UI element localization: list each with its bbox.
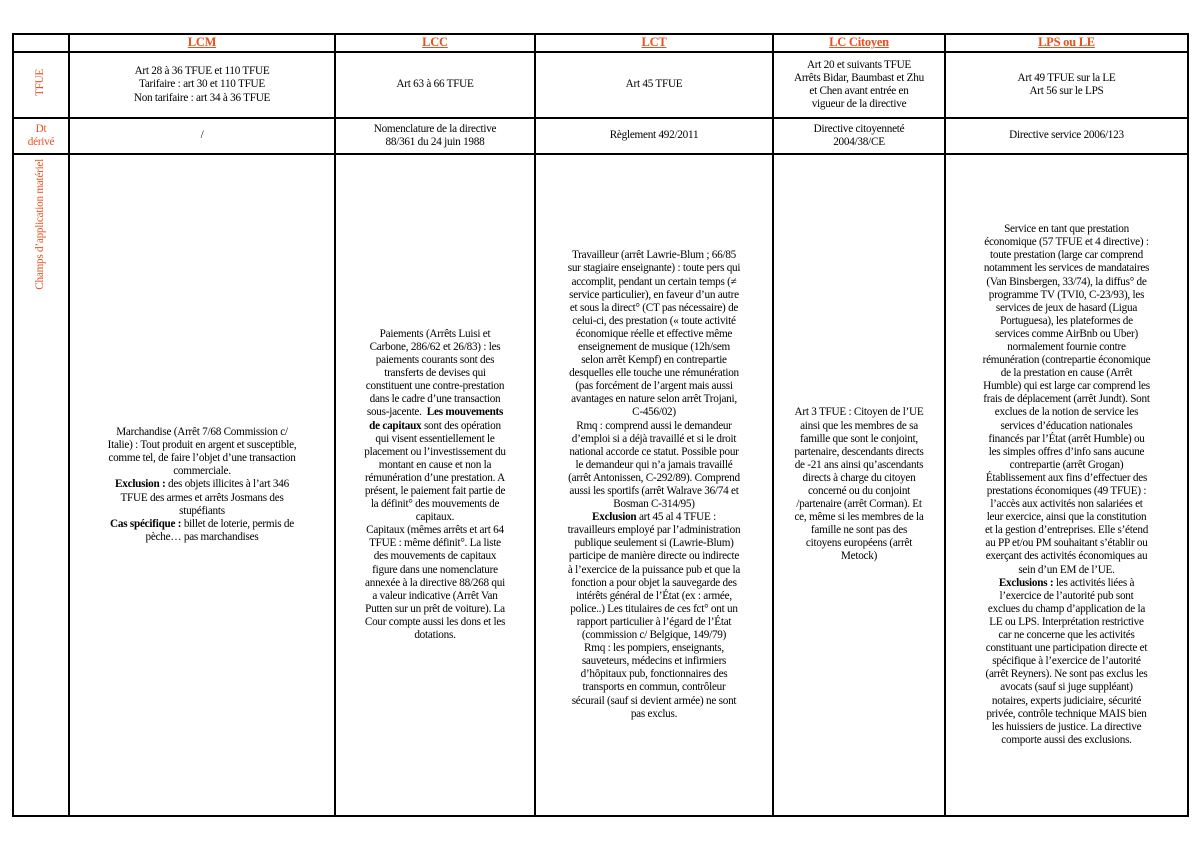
text-line: celui-ci, des prestation (« toute activité — [572, 314, 736, 327]
text-line: (arrêt Antonissen, C-292/89). Comprend — [568, 471, 740, 484]
text-line: pèche… pas marchandises — [145, 530, 259, 543]
text-line: contrepartie (arrêt Grogan) — [1009, 458, 1124, 471]
text-line: frais de déplacement (arrêt Jundt). Sont — [983, 393, 1150, 406]
text-line: Carbone, 286/62 et 26/83) : les — [369, 340, 501, 353]
text-line: directs à charge du citoyen — [802, 471, 916, 484]
text-line: normalement fournie contre — [1007, 340, 1126, 353]
text-line: Marchandise (Arrêt 7/68 Commission c/ — [116, 426, 288, 439]
text-line: dans le cadre d’une transaction — [369, 393, 501, 406]
text-line: qui visent essentiellement le — [375, 432, 495, 445]
text-line: Putten sur un prêt de voiture). La — [365, 602, 505, 615]
text-line: les huissiers de justice. La directive — [991, 720, 1142, 733]
text-line: Établissement aux fins d’effectuer des — [985, 471, 1148, 484]
cell-tfue-lcc — [335, 52, 535, 118]
text-line: concerné ou du conjoint — [807, 485, 911, 497]
text-line: d’emploi si a déjà travaillé et si le droit — [571, 432, 737, 445]
text-line: police..) Les titulaires de ces fct° ont un — [570, 602, 738, 615]
cell-champs-lcm: Marchandise (Arrêt 7/68 Commission c/ Italie) : Tout produit en argent et susceptible, comme tel, de faire l’objet d’une transaction commerciale. Exclusion : des objets illicites à l’art 346 TFUE des armes et arrêts Josmans des stupéfiants Cas spécifique : billet de loterie, permis de pèche… pas marchandises — [69, 154, 335, 816]
text-line: Directive citoyenneté — [813, 122, 905, 135]
text-line: ce, même si les membres de la — [794, 511, 924, 524]
cell-dt-lct: Règlement 492/2011 — [535, 118, 773, 154]
text-line: services d’éducation nationales — [1000, 419, 1133, 432]
text-line: capitaux. — [415, 511, 455, 524]
text-line: Portuguesa), les plateformes de — [1000, 314, 1133, 327]
text-line: Metock) — [840, 550, 878, 563]
text-line: Non tarifaire : art 34 à 36 TFUE — [133, 91, 271, 104]
text-line: Art 49 TFUE sur la LE — [1017, 71, 1116, 84]
text-line: famille que sont le conjoint, — [800, 432, 918, 445]
row-tfue — [13, 52, 1188, 118]
text-line: (pas forcément de l’argent mais aussi — [575, 380, 733, 393]
cell-tfue-lc-citoyen — [773, 52, 945, 118]
text-line: transferts de devises qui — [384, 367, 486, 380]
column-header-lcm: LCM — [69, 34, 335, 52]
text-line: montant en cause et non la — [378, 458, 492, 471]
corner-cell — [13, 34, 69, 52]
text-line: Arrêts Bidar, Baumbast et Zhu — [794, 71, 924, 84]
text-line: exclues du champ d’application de la — [987, 602, 1146, 615]
cell-champs-lc-citoyen — [773, 154, 945, 816]
text-line: intérêts général de l’État (ex : armée, — [576, 589, 732, 602]
text-line: de la prestation en cause (Arrêt — [1000, 367, 1133, 380]
text-line: économique (57 TFUE et 4 directive) : — [984, 236, 1149, 249]
text-line: l’accès aux activités non salariées et — [990, 498, 1143, 511]
text-line: le demandeur qui n’a jamais travaillé — [575, 458, 733, 471]
column-header-lcc: LCC — [335, 34, 535, 52]
text-line: et sous la direct° (CT pas nécessaire) de — [569, 301, 739, 314]
cell-dt-lcm: / — [69, 118, 335, 154]
text-line: financés par l’État (arrêt Humble) ou — [988, 432, 1145, 445]
text-line: Humble) qui est large car comprend les — [983, 380, 1150, 393]
text-line: pas exclus. — [630, 707, 678, 720]
text-line: services comme AirBnb ou Uber) — [995, 327, 1138, 340]
text-line: (arrêt Reyners). Ne sont pas exclus les — [985, 668, 1148, 681]
text-line: notaires, experts judiciaire, sécurité — [991, 694, 1142, 707]
row-dt-derive — [13, 118, 1188, 154]
text-line: sein d’un EM de l’UE. — [1018, 563, 1115, 576]
text-line: avantages en nature selon arrêt Trojani, — [571, 393, 737, 406]
text-line: constituant une participation directe et — [985, 642, 1148, 655]
text-line: l’exercice de l’autorité pub sont — [999, 589, 1134, 602]
text-line: commerciale. — [173, 465, 231, 478]
text-line: participe de manière directe ou indirecte — [568, 550, 740, 563]
row-label-tfue: TFUE — [13, 52, 69, 118]
text-line: Cour compte aussi les dons et les — [364, 615, 506, 628]
text-line: C-456/02) — [632, 406, 676, 419]
text-line: TFUE : même définit°. La liste — [369, 537, 501, 550]
text-line: prestations économiques (49 TFUE) : — [986, 485, 1147, 497]
text-line: famille ne sont pas des — [810, 524, 908, 537]
text-line: exclues de la notion de service les — [994, 406, 1139, 419]
text-line: exerçant des activités économiques au — [985, 550, 1148, 563]
text-line: enseignement de musique (12h/sem — [577, 340, 730, 353]
text-line: les simples offres d’info sans aucune — [988, 445, 1145, 458]
cell-champs-lct: Travailleur (arrêt Lawrie-Blum ; 66/85 sur stagiaire enseignante) : toute pers qui accomplit, pendant un certain temps (≠ service particulier), en faveur d’un autre et sous la direct° (CT pas nécessaire) de celui-ci, des prestation (« toute activité économique réelle et effective même enseignement de musique (12h/sem selon arrêt Kempf) en contrepartie desquelles elle touche une rémunération (pas forcément de l’argent mais aussi avantages en nature selon arrêt Trojani, C-456/02) Rmq : comprend aussi le demandeur d’emploi si a déjà travaillé et si le droit national accorde ce statut. Possible pour le demandeur qui n’a jamais travaillé (arrêt Antonissen, C-292/89). Comprend aussi les sportifs (arrêt Walrave 36/74 et Bosman C-314/95) Exclusion art 45 al 4 TFUE : travailleurs employé par l’administration publique seulement si (Lawrie-Blum) participe de manière directe ou indirecte à l’exercice de la puissance pub et que la fonction a pour objet la sauvegarde des intérêts général de l’État (ex : armée, police..) Les titulaires de ces fct° ont un rapport particulier à l’égard de l’État (commission c/ Belgique, 149/79) Rmq : les pompiers, enseignants, sauveteurs, médecins et infirmiers d’hôpitaux pub, fonctionnaires des transports en commun, contrôleur sécurail (sauf si devient armée) ne sont pas exclus. — [535, 154, 773, 816]
text-line: transports en commun, contrôleur — [582, 681, 726, 694]
text-line: aussi les sportifs (arrêt Walrave 36/74 et — [569, 485, 739, 497]
text-line: rémunération (contrepartie économique — [982, 354, 1151, 367]
text-line: Tarifaire : art 30 et 110 TFUE — [139, 78, 265, 91]
header-row — [13, 34, 1188, 52]
comparison-table — [12, 33, 1189, 817]
text-line: service particulier), en faveur d’un autre — [569, 288, 739, 301]
text-line: au PP et/ou PM souhaitant s’établir ou — [985, 537, 1148, 550]
row-label-dt-derive: Dt dérivé — [13, 118, 69, 154]
text-line: et la gestion d’entreprises. Elle s’étend — [984, 524, 1149, 537]
text-line: d’hôpitaux pub, fonctionnaires des — [580, 668, 728, 681]
text-line: partenaire, descendants directs — [794, 445, 924, 458]
text-line: programme TV (TVI0, C-23/93), les — [988, 288, 1145, 301]
text-line: la définit° des mouvements de — [370, 498, 500, 511]
text-line: (Van Binsbergen, 33/74), la diffus° de — [986, 275, 1147, 288]
text-line: Art 45 TFUE — [625, 78, 683, 91]
text-line: présent, le paiement fait partie de — [364, 485, 506, 497]
text-line: paiements courants sont des — [375, 354, 495, 367]
cell-tfue-lcm — [69, 52, 335, 118]
text-line: Art 56 sur le LPS — [1029, 85, 1104, 97]
text-line: a valeur indicative (Arrêt Van — [372, 589, 498, 602]
text-line: de -21 ans ainsi qu’ascendants — [794, 458, 924, 471]
text-line: rapport particulier à l’égard de l’État — [576, 615, 732, 628]
text-line: rémunération d’une prestation. A — [365, 471, 505, 484]
text-line: Bosman C-314/95) — [613, 498, 695, 511]
text-line: 2004/38/CE — [833, 136, 885, 148]
text-line: stupéfiants — [179, 504, 225, 517]
text-line: privée, contrôle technique MAIS bien — [986, 707, 1147, 720]
text-line: selon arrêt Kempf) en contrepartie — [581, 354, 727, 367]
text-line: leur exercice, ainsi que la constitution — [986, 511, 1147, 524]
cell-dt-lc-citoyen — [773, 118, 945, 154]
cell-dt-lps: Directive service 2006/123 — [945, 118, 1188, 154]
text-line: constituent une contre-prestation — [365, 380, 505, 393]
text-line: publique seulement si (Lawrie-Blum) — [574, 537, 734, 550]
cell-dt-lcc — [335, 118, 535, 154]
text-line: TFUE des armes et arrêts Josmans des — [120, 491, 284, 504]
text-line: Nomenclature de la directive — [373, 122, 497, 135]
cell-champs-lcc: Paiements (Arrêts Luisi et Carbone, 286/62 et 26/83) : les paiements courants sont des transferts de devises qui constituent une contre-prestation dans le cadre d’une transaction sous-jacente. Les mouvements de capitaux sont des opération qui visent essentiellement le placement ou l’investissement du montant en cause et non la rémunération d’une prestation. A présent, le paiement fait partie de la définit° des mouvements de capitaux. Capitaux (mêmes arrêts et art 64 TFUE : même définit°. La liste des mouvements de capitaux figure dans une nomenclature annexée à la directive 88/268 qui a valeur indicative (Arrêt Van Putten sur un prêt de voiture). La Cour compte aussi les dons et les dotations. — [335, 154, 535, 816]
text-line: à l’exercice de la puissance pub et que la — [567, 563, 741, 576]
text-line: Art 3 TFUE : Citoyen de l’UE — [794, 406, 924, 419]
text-line: toute prestation (large car comprend — [990, 249, 1143, 262]
text-line: Travailleur (arrêt Lawrie-Blum ; 66/85 — [571, 249, 737, 262]
text-line: ainsi que les membres de sa — [800, 419, 918, 432]
text-line: fonction a pour objet la sauvegarde des — [571, 576, 737, 589]
text-line: annexée à la directive 88/268 qui — [365, 576, 505, 589]
text-line: car ne concerne que les activités — [998, 629, 1135, 642]
text-line: Rmq : les pompiers, enseignants, — [584, 642, 724, 655]
text-line: vigueur de la directive — [811, 98, 907, 111]
text-line: économique réelle et effective même — [575, 327, 733, 340]
row-label-champs: Champs d’application matériel — [13, 154, 69, 816]
text-line: services de jeux de hasard (Ligua — [995, 301, 1138, 314]
text-line: figure dans une nomenclature — [372, 563, 498, 576]
text-line: Rmq : comprend aussi le demandeur — [576, 419, 732, 432]
text-line: travailleurs employé par l’administration — [567, 524, 741, 537]
text-line: avocats (sauf si juge suppléant) — [1000, 681, 1133, 694]
text-line: sur stagiaire enseignante) : toute pers qui — [567, 262, 741, 275]
text-line: accomplit, pendant un certain temps (≠ — [571, 275, 737, 288]
text-line: national accorde ce statut. Possible pour — [569, 445, 739, 458]
text-line: Paiements (Arrêts Luisi et — [379, 327, 491, 340]
text-line: Art 28 à 36 TFUE et 110 TFUE — [134, 65, 270, 78]
text-line: citoyens européens (arrêt — [805, 537, 913, 550]
text-line: placement ou l’investissement du — [364, 445, 506, 458]
text-line: Art 20 et suivants TFUE — [806, 58, 912, 71]
column-header-lct: LCT — [535, 34, 773, 52]
text-line: Art 63 à 66 TFUE — [396, 78, 474, 91]
text-line: dotations. — [414, 629, 456, 642]
text-line: Service en tant que prestation — [1004, 223, 1129, 236]
text-line: comme tel, de faire l’objet d’une transaction — [108, 452, 296, 465]
text-line: et Chen avant entrée en — [809, 85, 909, 97]
cell-champs-lps: Service en tant que prestation économique (57 TFUE et 4 directive) : toute prestation (large car comprend notamment les services de mandataires (Van Binsbergen, 33/74), la diffus° de programme TV (TVI0, C-23/93), les services de jeux de hasard (Ligua Portuguesa), les plateformes de services comme AirBnb ou Uber) normalement fournie contre rémunération (contrepartie économique de la prestation en cause (Arrêt Humble) qui est large car comprend les frais de déplacement (arrêt Jundt). Sont exclues de la notion de service les services d’éducation nationales financés par l’État (arrêt Humble) ou les simples offres d’info sans aucune contrepartie (arrêt Grogan) Établissement aux fins d’effectuer des prestations économiques (49 TFUE) : l’accès aux activités non salariées et leur exercice, ainsi que la constitution et la gestion d’entreprises. Elle s’étend au PP et/ou PM souhaitant s’établir ou exerçant des activités économiques au sein d’un EM de l’UE. Exclusions : les activités liées à l’exercice de l’autorité pub sont exclues du champ d’application de la LE ou LPS. Interprétation restrictive car ne concerne que les activités constituant une participation directe et spécifique à l’exercice de l’autorité (arrêt Reyners). Ne sont pas exclus les avocats (sauf si juge suppléant) notaires, experts judiciaire, sécurité privée, contrôle technique MAIS bien les huissiers de justice. La directive comporte aussi des exclusions. — [945, 154, 1188, 816]
text-line: LE ou LPS. Interprétation restrictive — [989, 615, 1144, 628]
text-line: Italie) : Tout produit en argent et susceptible, — [107, 439, 297, 452]
text-line: Capitaux (mêmes arrêts et art 64 — [366, 524, 504, 537]
text-line: spécifique à l’exercice de l’autorité — [992, 655, 1141, 668]
text-line: sécurail (sauf si devient armée) ne sont — [571, 694, 737, 707]
text-line: sauveteurs, médecins et infirmiers — [581, 655, 727, 668]
cell-tfue-lps — [945, 52, 1188, 118]
text-line: des mouvements de capitaux — [373, 550, 497, 563]
text-line: desquelles elle touche une rémunération — [569, 367, 739, 380]
column-header-lps: LPS ou LE — [945, 34, 1188, 52]
cell-tfue-lct — [535, 52, 773, 118]
column-header-lc-citoyen: LC Citoyen — [773, 34, 945, 52]
text-line: comporte aussi des exclusions. — [1001, 733, 1132, 746]
text-line: 88/361 du 24 juin 1988 — [385, 136, 485, 148]
text-line: notamment les services de mandataires — [983, 262, 1150, 275]
text-line: (commission c/ Belgique, 149/79) — [581, 629, 727, 642]
row-champs — [13, 154, 1188, 816]
text-line: /partenaire (arrêt Corman). Et — [796, 498, 922, 511]
